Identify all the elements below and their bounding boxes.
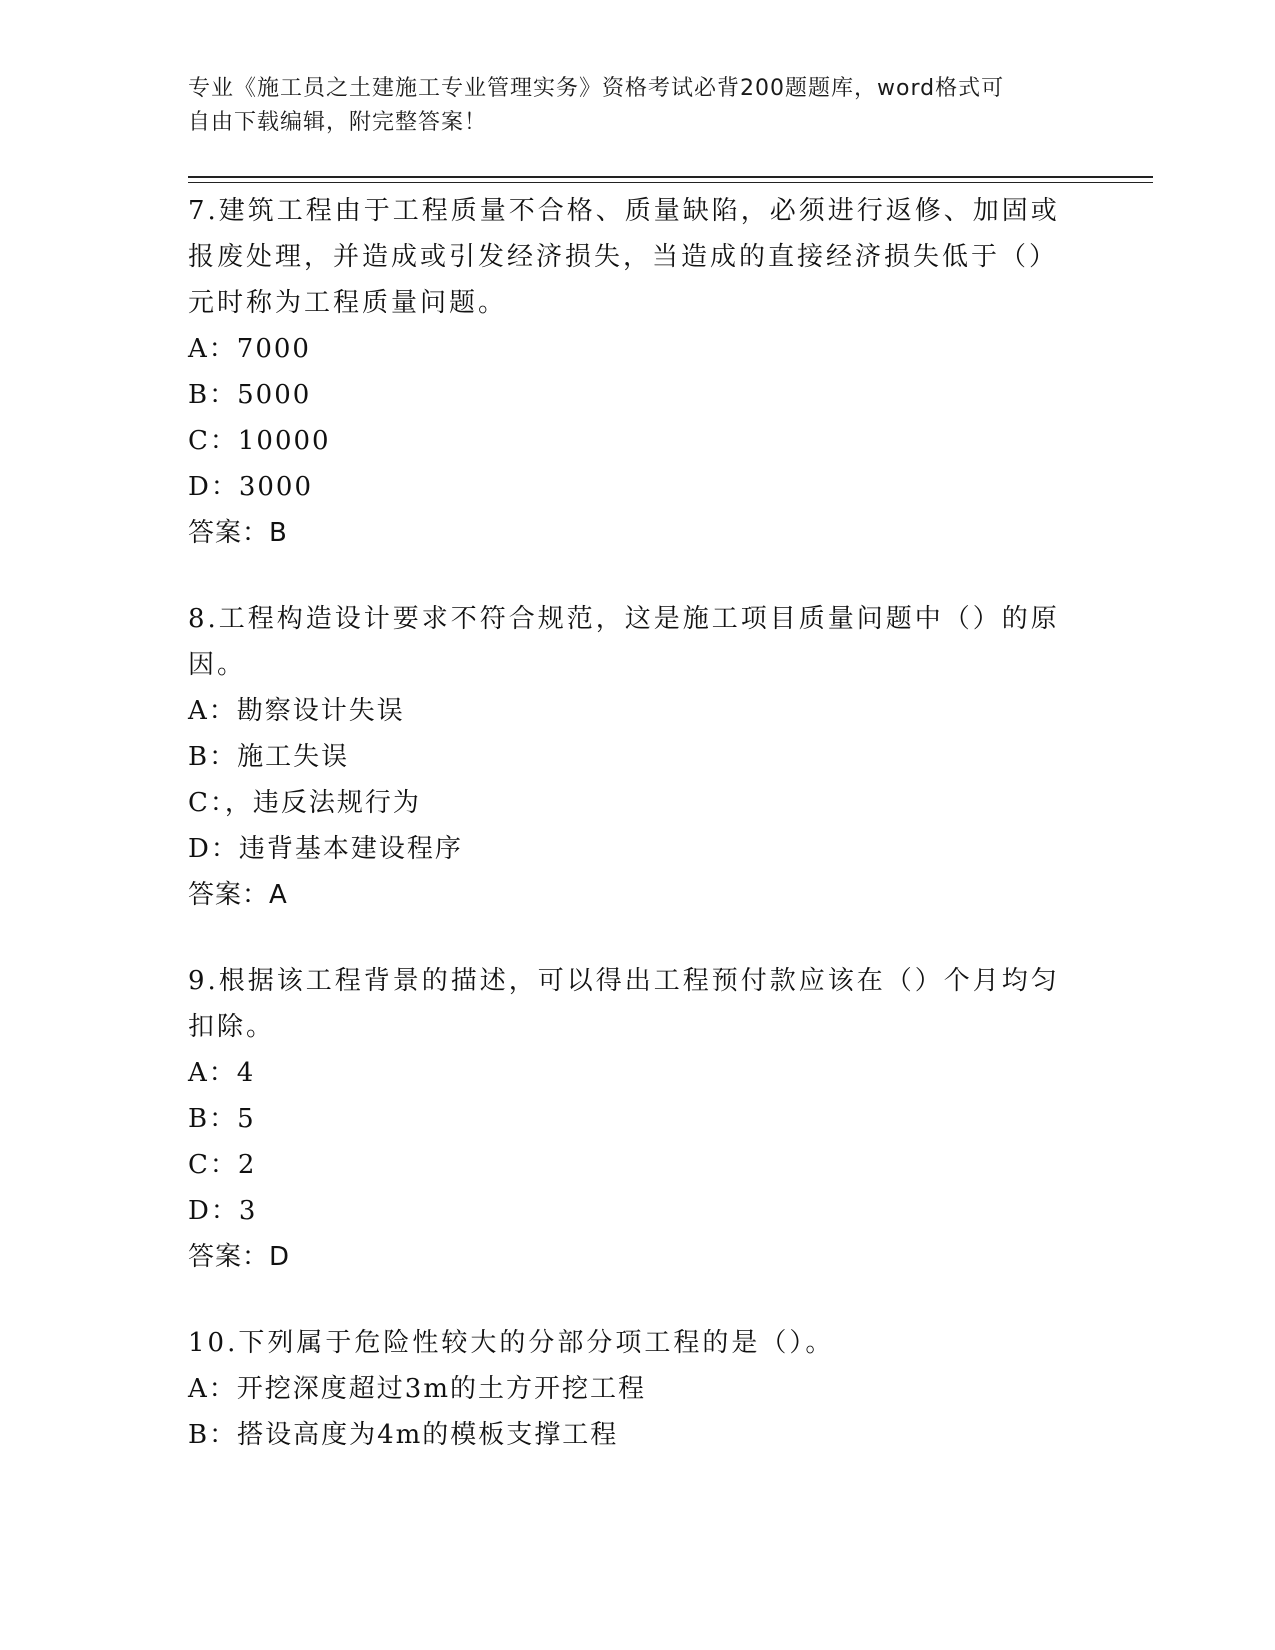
question-9: [188, 958, 1068, 1280]
question-text: 8.工程构造设计要求不符合规范，这是施工项目质量问题中（）的原因。: [188, 604, 1060, 680]
question-10: [188, 1320, 1068, 1458]
option-b: B：搭设高度为4m的模板支撑工程: [188, 1420, 619, 1450]
option-a: A：勘察设计失误: [188, 696, 405, 726]
header-divider-thick: [188, 176, 1153, 178]
option-b: B：5000: [188, 380, 312, 410]
answer: 答案：D: [188, 1242, 291, 1272]
option-a: A：开挖深度超过3m的土方开挖工程: [188, 1374, 646, 1404]
answer: 答案：A: [188, 880, 288, 910]
question-text: 10.下列属于危险性较大的分部分项工程的是（）。: [188, 1328, 835, 1358]
option-b: B：施工失误: [188, 742, 350, 772]
option-d: D：3: [188, 1196, 258, 1226]
question-7: [188, 188, 1068, 556]
option-d: D：违背基本建设程序: [188, 834, 463, 864]
option-c: C：，违反法规行为: [188, 788, 421, 818]
option-a: A：4: [188, 1058, 256, 1088]
option-a: A：7000: [188, 334, 311, 364]
question-list: [188, 188, 1068, 1498]
header-divider-thin: [188, 182, 1153, 183]
answer: 答案：B: [188, 518, 288, 548]
option-c: C：2: [188, 1150, 257, 1180]
header-line-1: 专业《施工员之土建施工专业管理实务》资格考试必背200题题库，word格式可: [188, 76, 1005, 101]
question-text: 9.根据该工程背景的描述，可以得出工程预付款应该在（）个月均匀扣除。: [188, 966, 1060, 1042]
option-d: D：3000: [188, 472, 314, 502]
option-b: B：5: [188, 1104, 256, 1134]
header-line-2: 自由下载编辑，附完整答案！: [188, 110, 488, 135]
question-text: 7.建筑工程由于工程质量不合格、质量缺陷，必须进行返修、加固或报废处理，并造成或引发经济损失，当造成的直接经济损失低于（）元时称为工程质量问题。: [188, 196, 1060, 318]
option-c: C：10000: [188, 426, 331, 456]
document-header: [188, 72, 1068, 140]
question-8: [188, 596, 1068, 918]
